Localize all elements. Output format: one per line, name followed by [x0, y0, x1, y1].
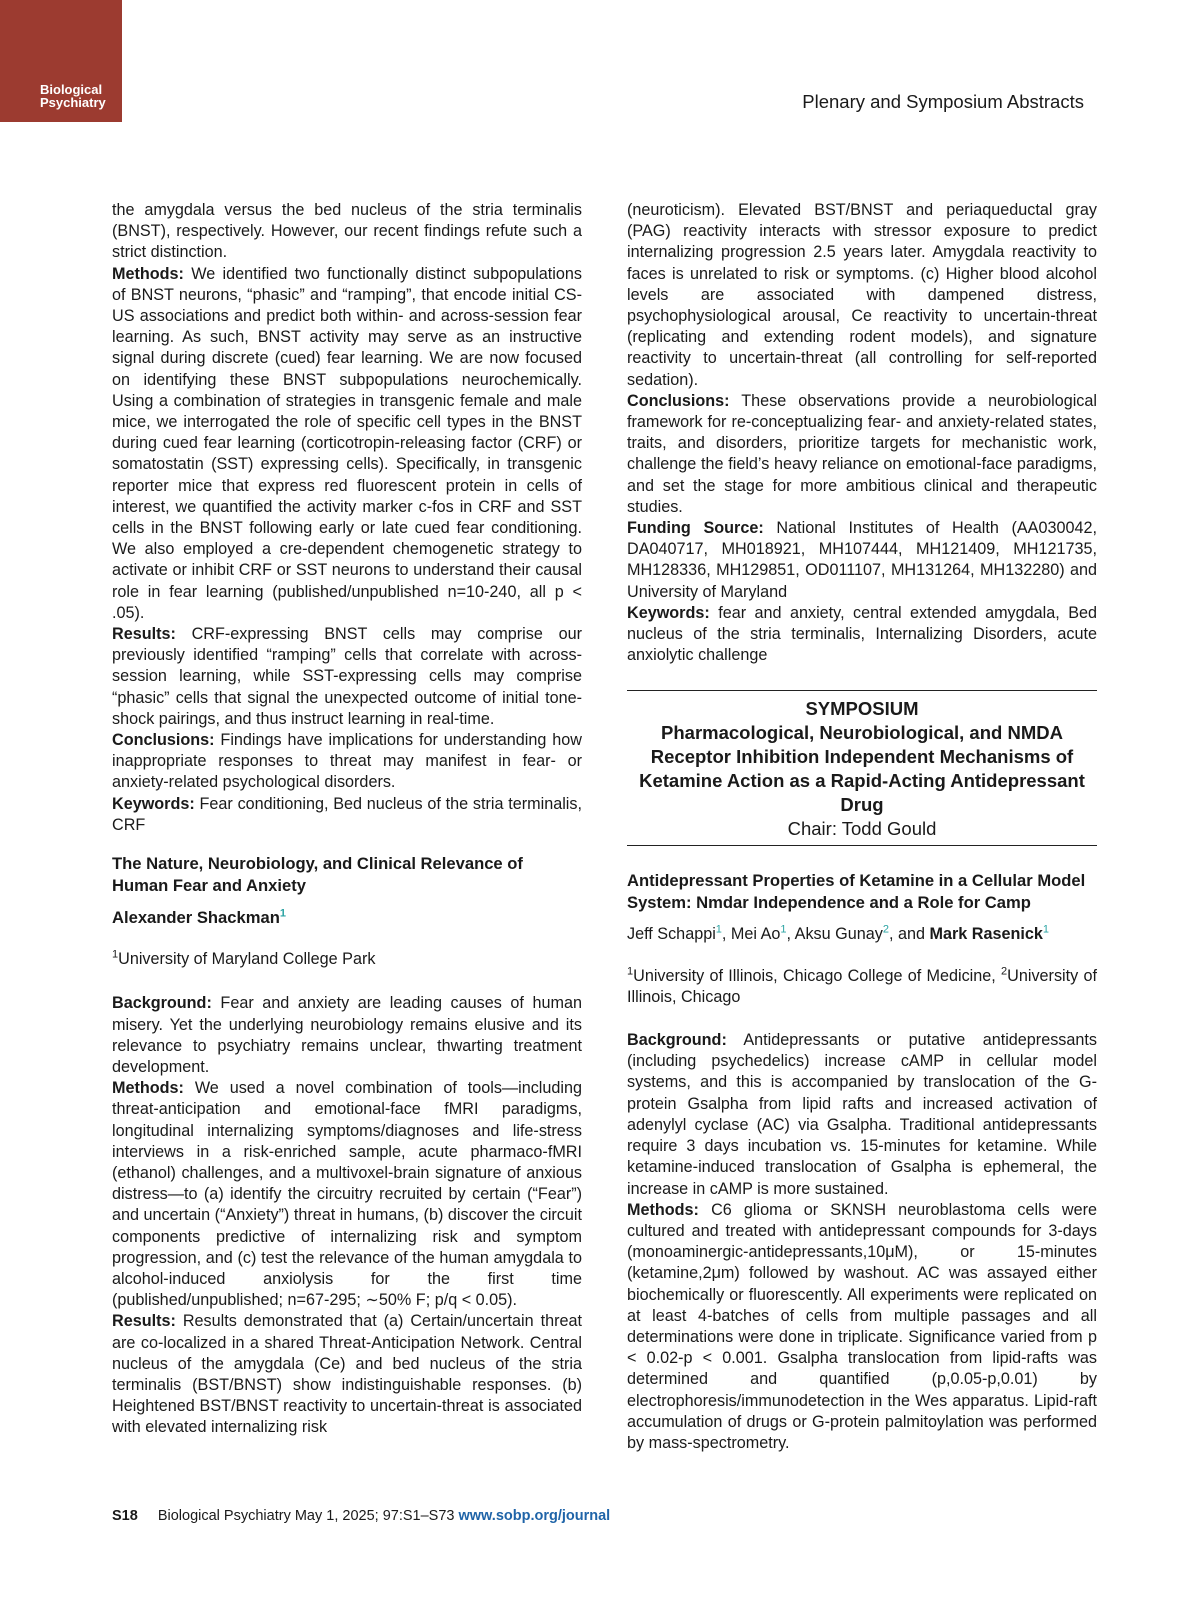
abstract-title: The Nature, Neurobiology, and Clinical Relevance of Human Fear and Anxiety [112, 854, 523, 896]
background-label-right: Background: [627, 1031, 727, 1050]
symposium-kicker: SYMPOSIUM [805, 698, 919, 720]
conclusions-paragraph: Conclusions: Findings have implications for understanding how inappropriate responses to threat may manifest in fear- or anxiety-related psychological disorders. [112, 731, 582, 792]
page-footer [112, 1508, 610, 1524]
conclusions-paragraph-right: Conclusions: These observations provide a neurobiological framework for re-conceptualizing fear- and anxiety-related states, traits, and disorders, prioritize targets for mechanistic work, challenge the field’s heavy reliance on emotional-face paradigms, and set the stage for more ambitious clinical and therapeutic studies. [627, 391, 1097, 516]
continued-text-right: (neuroticism). Elevated BST/BNST and periaqueductal gray (PAG) reactivity interacts with stressor exposure to predict internalizing progression 2.5 years later. Amygdala reactivity to faces is unrelated to risk or symptoms. (c) Higher blood alcohol levels are associated with dampened distress, psychophysiological arousal, Ce reactivity to uncertain-threat (replicating and extending rodent models), and signature reactivity to uncertain-threat (all controlling for self-reported sedation). [627, 201, 1097, 389]
results-paragraph-2: Results: Results demonstrated that (a) Certain/uncertain threat are co-localized in a shared Threat-Anticipation Network. Central nucleus of the amygdala (Ce) and bed nucleus of the stria terminalis (BST/BNST) show indistinguishable responses. (b) Heightened BST/BNST reactivity to uncertain-threat is associated with elevated internalizing risk [112, 1312, 582, 1437]
background-paragraph: Background: Fear and anxiety are leading causes of human misery. Yet the underlying neurobiology remains elusive and its relevance to psychiatry remains unclear, thwarting treatment development. [112, 994, 582, 1076]
background-paragraph-right: Background: Antidepressants or putative antidepressants (including psychedelics) increase cAMP in cellular model systems, and this is accompanied by translocation of the G-protein Gsalpha from lipid rafts and increased activation of adenylyl cyclase (AC) via Gsalpha. Traditional antidepressants require 3 days incubation vs. 15-minutes for ketamine. While ketamine-induced translocation of Gsalpha is ephemeral, the increase in cAMP is more sustained. [627, 1031, 1097, 1198]
keywords-paragraph-right: Keywords: fear and anxiety, central extended amygdala, Bed nucleus of the stria terminalis, Internalizing Disorders, acute anxiolytic challenge [627, 603, 1097, 665]
running-head: Plenary and Symposium Abstracts [802, 91, 1084, 112]
background-label: Background: [112, 994, 212, 1013]
right-column [627, 200, 1097, 1454]
methods-label-2: Methods: [112, 1079, 184, 1098]
funding-paragraph: Funding Source: National Institutes of Health (AA030042, DA040717, MH018921, MH107444, MH121409, MH121735, MH128336, MH129851, OD011107, MH131264, MH132280) and University of Maryland [627, 519, 1097, 601]
methods-label-right: Methods: [627, 1200, 699, 1219]
citation: Biological Psychiatry May 1, 2025; 97:S1–S73 [157, 1508, 455, 1524]
affiliation: $^1$University of Maryland College Park [112, 948, 376, 969]
methods-paragraph: Methods: We identified two functionally distinct subpopulations of BNST neurons, “phasic” and “ramping”, that encode initial CS-US associations and predict both within- and across-session fear learning. As such, BNST activity may serve as an instructive signal during discrete (cued) fear learning. We are now focused on identifying these BNST subpopulations neurochemically. Using a combination of strategies in transgenic female and male mice, we interrogated the role of specific cell types in the BNST during cued fear learning (corticotropin-releasing factor (CRF) or somatostatin (SST) expressing cells). Specifically, in transgenic reporter mice that express red fluorescent protein in cells of interest, we quantified the activity marker c-fos in CRF and SST cells in the BNST following early or late cued fear conditioning. We also employed a cre-dependent chemogenetic strategy to activate or inhibit CRF or SST neurons to understand their causal role in fear learning (published/unpublished n=10-240, all p < .05). [112, 264, 582, 622]
keywords-paragraph: Keywords: Fear conditioning, Bed nucleus of the stria terminalis, CRF [112, 794, 582, 834]
continued-text: the amygdala versus the bed nucleus of the stria terminalis (BNST), respectively. However, our recent findings refute such a strict distinction. [112, 201, 582, 262]
symposium-header [627, 697, 1097, 841]
logo-line-1: Biological [40, 82, 103, 97]
affiliation-right: $^1$University of Illinois, Chicago College of Medicine, $^2$University of Illinois, Chicago [627, 965, 1097, 1006]
conclusions-label: Conclusions: [112, 731, 215, 750]
logo-line-2: Psychiatry [40, 95, 106, 110]
symposium-title: Pharmacological, Neurobiological, and NMDA Receptor Inhibition Independent Mechanisms of Ketamine Action as a Rapid-Acting Antidepressant Drug [639, 722, 1085, 816]
results-label: Results: [112, 625, 176, 644]
left-column [112, 200, 582, 1439]
methods-paragraph-2: Methods: We used a novel combination of tools—including threat-anticipation and emotional-face fMRI paradigms, longitudinal internalizing symptoms/diagnoses and life-stress interviews in a risk-enriched sample, acute pharmaco-fMRI (ethanol) challenges, and a multivoxel-brain signature of anxious distress—to (a) identify the circuitry recruited by certain (“Fear”) and uncertain (“Anxiety”) threat in humans, (b) discover the circuit components predictive of internalizing risk and symptom progression, and (c) test the relevance of the human amygdala to alcohol-induced anxiolysis for the first time (published/unpublished; n=67-295; ∼50% F; p/q < 0.05). [112, 1079, 582, 1310]
results-label-2: Results: [112, 1312, 176, 1331]
abstract-title-right: Antidepressant Properties of Ketamine in a Cellular Model System: Nmdar Independence and a Role for Camp [627, 871, 1086, 913]
methods-paragraph-right: Methods: C6 glioma or SKNSH neuroblastoma cells were cultured and treated with antidepressant compounds for 3-days (monoaminergic-antidepressants,10μM), or 15-minutes (ketamine,2μm) followed by washout. AC was assayed either biochemically or fluorescently. All experiments were replicated on at least 4-batches of cells from multiple passages and all determinations were done in triplicate. Significance varied from p < 0.02-p < 0.001. Gsalpha translocation from lipid-rafts was determined and quantified (p,0.05-p,0.01) by electrophoresis/immunodetection in the Wes apparatus. Lipid-raft accumulation of drugs or G-protein palmitoylation was performed by mass-spectrometry. [627, 1200, 1097, 1452]
conclusions-label-right: Conclusions: [627, 391, 730, 410]
author-list: Jeff Schappi$^1$, Mei Ao$^1$, Aksu Gunay$^2$, and Mark Rasenick$^1$ [627, 924, 1049, 944]
page-number: S18 [112, 1508, 138, 1524]
symposium-chair: Chair: Todd Gould [787, 818, 937, 840]
results-paragraph: Results: CRF-expressing BNST cells may comprise our previously identified “ramping” cells that correlate with across-session learning, while SST-expressing cells may comprise “phasic” cells that signal the unexpected outcome of initial tone-shock pairings, and thus instruct learning in real-time. [112, 625, 582, 728]
funding-label: Funding Source: [627, 519, 764, 538]
author-line: Alexander Shackman$^1$ [112, 907, 286, 928]
keywords-label-right: Keywords: [627, 603, 710, 622]
methods-label: Methods: [112, 264, 184, 283]
journal-logo-text [40, 83, 106, 109]
journal-url[interactable]: www.sobp.org/journal [458, 1508, 611, 1524]
keywords-label: Keywords: [112, 794, 195, 813]
